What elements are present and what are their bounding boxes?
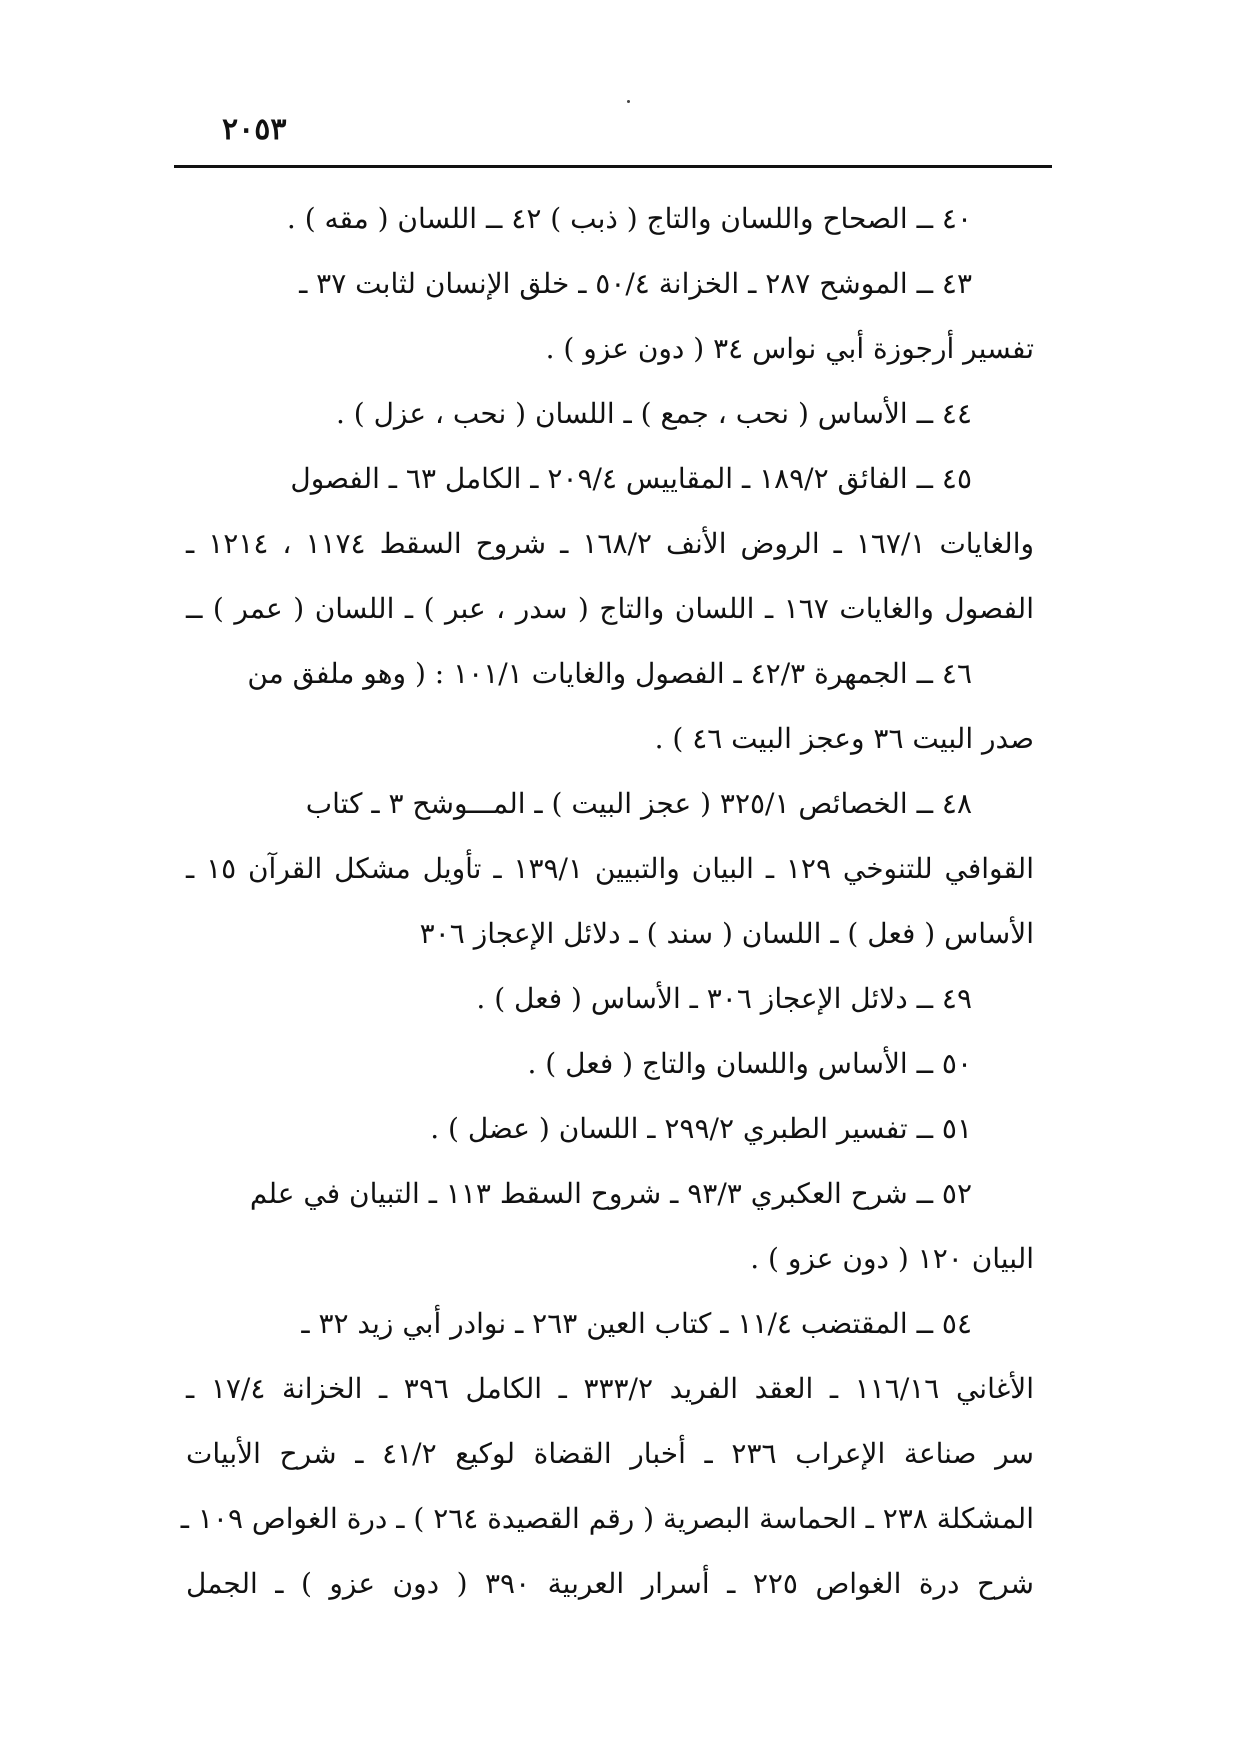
text-line: صدر البيت ٣٦ وعجز البيت ٤٦ ) .	[654, 722, 1034, 755]
header-rule	[174, 165, 1052, 168]
footnotes-body	[180, 186, 1035, 1616]
text-line: ٥٤ ــ المقتضب ١١/٤ ـ كتاب العين ٢٦٣ ـ نوادر أبي زيد ٣٢ ـ	[301, 1307, 972, 1340]
text-line: الأغاني ١١٦/١٦ ـ العقد الفريد ٣٣٣/٢ ـ الكامل ٣٩٦ ـ الخزانة ١٧/٤ ـ	[186, 1372, 1035, 1405]
text-line: ٤٨ ــ الخصائص ٣٢٥/١ ( عجز البيت ) ـ المـــوشح ٣ ـ كتاب	[305, 787, 972, 820]
text-line: ٥٢ ــ شرح العكبري ٩٣/٣ ـ شروح السقط ١١٣ ـ التبيان في علم	[249, 1177, 972, 1210]
text-line: الفصول والغايات ١٦٧ ـ اللسان والتاج ( سدر ، عبر ) ـ اللسان ( عمر ) ــ	[186, 592, 1034, 625]
text-line: المشكلة ٢٣٨ ـ الحماسة البصرية ( رقم القصيدة ٢٦٤ ) ـ درة الغواص ١٠٩ ـ	[180, 1502, 1034, 1535]
text-line: الأساس ( فعل ) ـ اللسان ( سند ) ـ دلائل الإعجاز ٣٠٦	[419, 917, 1034, 950]
text-line: تفسير أرجوزة أبي نواس ٣٤ ( دون عزو ) .	[545, 332, 1034, 365]
text-line: سر صناعة الإعراب ٢٣٦ ـ أخبار القضاة لوكيع ٤١/٢ ـ شرح الأبيات	[186, 1437, 1034, 1470]
text-line: القوافي للتنوخي ١٢٩ ـ البيان والتبيين ١٣٩/١ ـ تأويل مشكل القرآن ١٥ ـ	[186, 852, 1034, 885]
text-line: ٤٠ ــ الصحاح واللسان والتاج ( ذبب ) ٤٢ ــ اللسان ( مقه ) .	[286, 202, 972, 235]
text-line: ٤٦ ــ الجمهرة ٤٢/٣ ـ الفصول والغايات ١٠١/١ : ( وهو ملفق من	[247, 657, 972, 690]
text-line: شرح درة الغواص ٢٢٥ ـ أسرار العربية ٣٩٠ ( دون عزو ) ـ الجمل	[186, 1567, 1034, 1600]
text-line: ٤٣ ــ الموشح ٢٨٧ ـ الخزانة ٥٠/٤ ـ خلق الإنسان لثابت ٣٧ ـ	[299, 267, 972, 300]
text-line: ٥٠ ــ الأساس واللسان والتاج ( فعل ) .	[527, 1047, 972, 1080]
text-line: ٤٥ ــ الفائق ١٨٩/٢ ـ المقاييس ٢٠٩/٤ ـ الكامل ٦٣ ـ الفصول	[290, 462, 972, 495]
text-line: والغايات ١٦٧/١ ـ الروض الأنف ١٦٨/٢ ـ شروح السقط ١١٧٤ ، ١٢١٤ ـ	[186, 527, 1034, 560]
text-line: ٤٤ ــ الأساس ( نحب ، جمع ) ـ اللسان ( نحب ، عزل ) .	[335, 397, 972, 430]
scan-speck	[627, 100, 630, 103]
text-line: البيان ١٢٠ ( دون عزو ) .	[750, 1242, 1034, 1275]
text-line: ٥١ ــ تفسير الطبري ٢٩٩/٢ ـ اللسان ( عضل ) .	[430, 1112, 972, 1145]
text-line: ٤٩ ــ دلائل الإعجاز ٣٠٦ ـ الأساس ( فعل ) .	[476, 982, 972, 1015]
page-number: ٢٠٥٣	[222, 112, 287, 147]
